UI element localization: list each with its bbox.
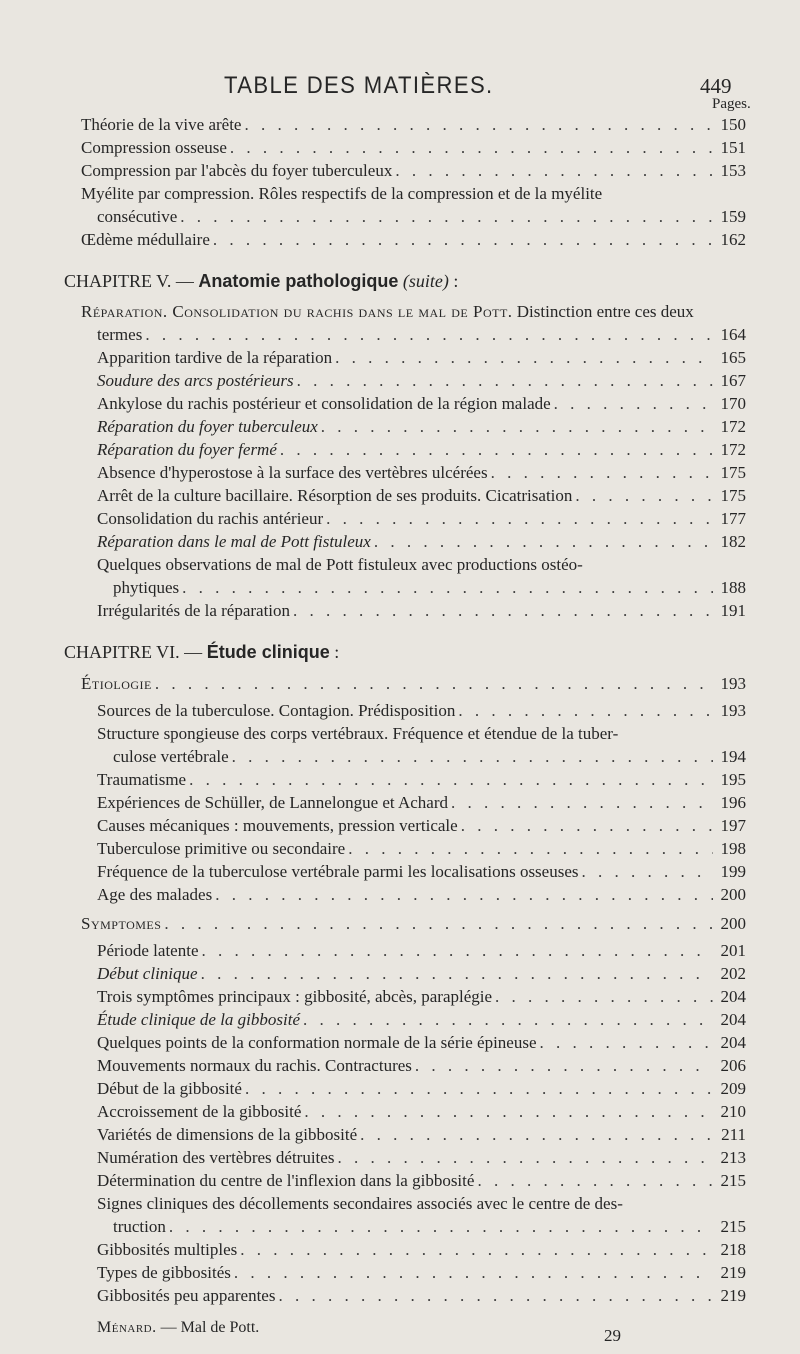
toc-entry: Apparition tardive de la réparation . . . 165	[97, 347, 746, 369]
chapter-title: Étude clinique	[206, 642, 330, 662]
toc-entry: Début clinique . . . 202	[97, 963, 746, 985]
toc-entry: Absence d'hyperostose à la surface des vertèbres ulcérées . . . 175	[97, 462, 746, 484]
toc-entry: Variétés de dimensions de la gibbosité . . . 211	[97, 1124, 746, 1146]
signature-mark: 29	[604, 1326, 621, 1345]
toc-entry: phytiques . . . 188	[113, 577, 746, 599]
toc-entry: Réparation du foyer fermé . . . 172	[97, 439, 746, 461]
toc-entry: truction . . . 215	[113, 1216, 746, 1238]
toc-entry: Arrêt de la culture bacillaire. Résorption de ses produits. Cicatrisation . . . 175	[97, 485, 746, 507]
toc-entry-line1: Myélite par compression. Rôles respectifs de la compression et de la myélite	[81, 184, 603, 203]
toc-entry: Trois symptômes principaux : gibbosité, abcès, paraplégie . . . 204	[97, 986, 746, 1008]
section-heading: Étiologie . . . 193	[81, 673, 746, 695]
toc-entry: culose vertébrale . . . 194	[113, 746, 746, 768]
toc-entry: Fréquence de la tuberculose vertébrale parmi les localisations osseuses . . . 199	[97, 861, 746, 883]
toc-entry: Soudure des arcs postérieurs . . . 167	[97, 370, 746, 392]
page-header	[0, 72, 800, 102]
toc-entry: Irrégularités de la réparation . . . 191	[97, 600, 746, 622]
toc-entry: Types de gibbosités . . . 219	[97, 1262, 746, 1284]
toc-entry: Période latente . . . 201	[97, 940, 746, 962]
toc-entry: Compression par l'abcès du foyer tuberculeux . . . 153	[81, 160, 746, 182]
toc-entry: Réparation du foyer tuberculeux . . . 172	[97, 416, 746, 438]
toc-entry: Détermination du centre de l'inflexion dans la gibbosité . . . 215	[97, 1170, 746, 1192]
pages-column-label: Pages.	[712, 96, 751, 112]
toc-entry: Mouvements normaux du rachis. Contractures . . . 206	[97, 1055, 746, 1077]
toc-entry: Gibbosités peu apparentes . . . 219	[97, 1285, 746, 1307]
toc-entry: Accroissement de la gibbosité . . . 210	[97, 1101, 746, 1123]
toc-entry: Age des malades . . . 200	[97, 884, 746, 906]
toc-entry: Quelques points de la conformation normale de la série épineuse . . . 204	[97, 1032, 746, 1054]
toc-entry: Gibbosités multiples . . . 218	[97, 1239, 746, 1261]
toc-entry: Ankylose du rachis postérieur et consolidation de la région malade . . . 170	[97, 393, 746, 415]
chapter-heading: CHAPITRE V. — Anatomie pathologique (suite) :	[64, 271, 459, 291]
chapter-heading: CHAPITRE VI. — Étude clinique :	[64, 642, 340, 662]
section-heading: Réparation. Consolidation du rachis dans le mal de Pott. Distinction entre ces deux	[81, 302, 694, 321]
page-number: 449	[700, 74, 732, 98]
toc-entry: consécutive . . . 159	[97, 206, 746, 228]
toc-entry: Expériences de Schüller, de Lannelongue et Achard . . . 196	[97, 792, 746, 814]
toc-entry: Causes mécaniques : mouvements, pression verticale . . . 197	[97, 815, 746, 837]
toc-entry: Numération des vertèbres détruites . . . 213	[97, 1147, 746, 1169]
toc-entry: Étude clinique de la gibbosité . . . 204	[97, 1009, 746, 1031]
toc-entry-line1: Signes cliniques des décollements secondaires associés avec le centre de des-	[97, 1194, 623, 1213]
section-heading: Symptomes . . . 200	[81, 913, 746, 935]
toc-entry-line1: Quelques observations de mal de Pott fistuleux avec productions ostéo-	[97, 555, 583, 574]
toc-entry: Théorie de la vive arête . . . 150	[81, 114, 746, 136]
toc-entry: Traumatisme . . . 195	[97, 769, 746, 791]
toc-entry: Début de la gibbosité . . . 209	[97, 1078, 746, 1100]
toc-entry: Consolidation du rachis antérieur . . . 177	[97, 508, 746, 530]
footer-author: Ménard. — Mal de Pott.	[97, 1319, 260, 1336]
toc-entry: Réparation dans le mal de Pott fistuleux . . . 182	[97, 531, 746, 553]
chapter-title: Anatomie pathologique	[198, 271, 399, 291]
toc-entry: termes . . . 164	[97, 324, 746, 346]
toc-entry-line1: Structure spongieuse des corps vertébraux. Fréquence et étendue de la tuber-	[97, 724, 619, 743]
toc-entry: Œdème médullaire . . . 162	[81, 229, 746, 251]
toc-entry: Sources de la tuberculose. Contagion. Prédisposition . . . 193	[97, 700, 746, 722]
toc-entry: Compression osseuse . . . 151	[81, 137, 746, 159]
toc-entry: Tuberculose primitive ou secondaire . . . 198	[97, 838, 746, 860]
running-title: TABLE DES MATIÈRES.	[224, 72, 494, 99]
